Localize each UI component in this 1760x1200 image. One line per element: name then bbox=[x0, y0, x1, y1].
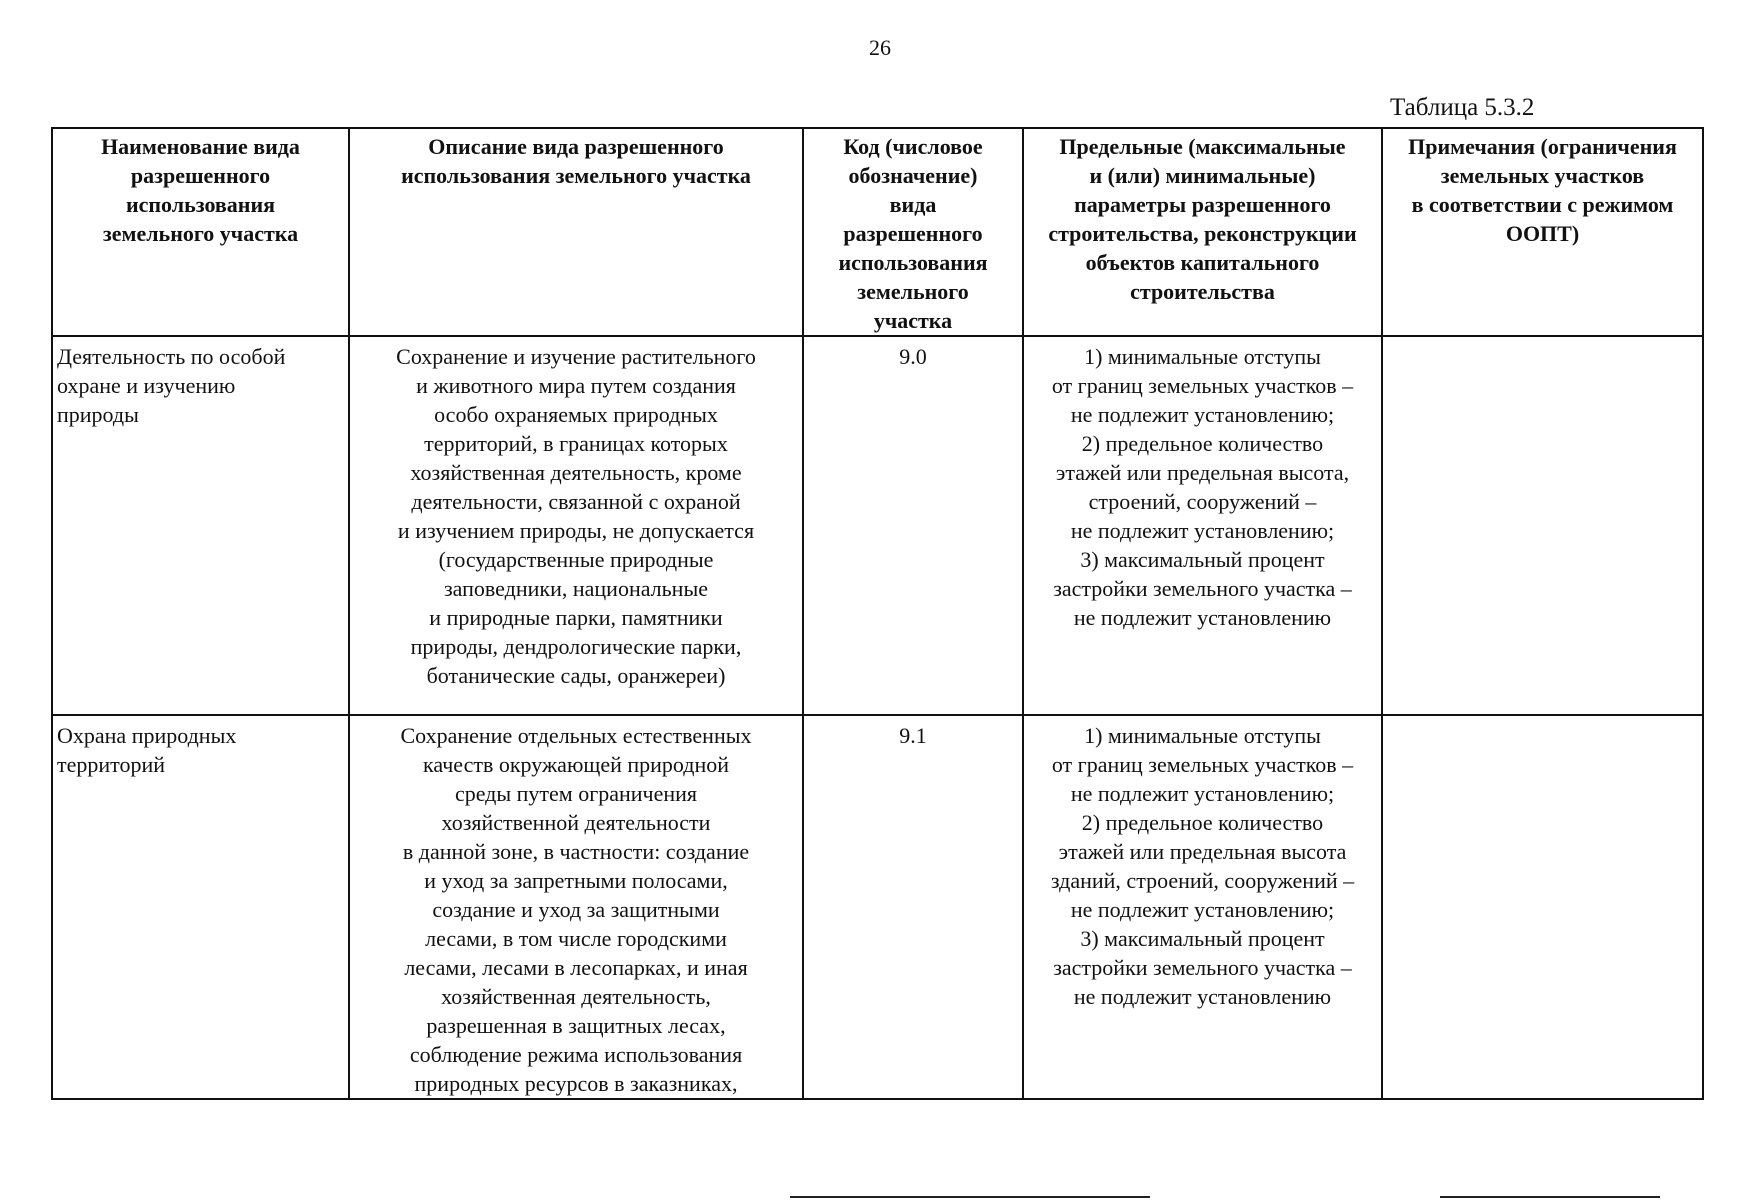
table-row bbox=[52, 336, 1703, 715]
text-line: не подлежит установлению; bbox=[1070, 402, 1335, 427]
text-line: разрешенного bbox=[843, 221, 983, 246]
text-line: участка bbox=[873, 308, 953, 333]
text-line: в данной зоне, в частности: создание bbox=[402, 839, 750, 864]
text-line: 3) максимальный процент bbox=[1080, 926, 1325, 951]
text-line: строительства bbox=[1130, 279, 1275, 304]
cell-use-description bbox=[349, 336, 803, 715]
text-line: хозяйственная деятельность, bbox=[441, 984, 711, 1009]
text-line: зданий, строений, сооружений – bbox=[1050, 868, 1355, 893]
cell-use-description bbox=[349, 715, 803, 1099]
text-line: качеств окружающей природной bbox=[422, 752, 730, 777]
text-line: особо охраняемых природных bbox=[434, 402, 718, 427]
text-line: от границ земельных участков – bbox=[1051, 752, 1354, 777]
text-line: объектов капитального bbox=[1085, 250, 1320, 275]
text-line: ООПТ) bbox=[1505, 221, 1580, 246]
text-line: хозяйственная деятельность, кроме bbox=[410, 460, 742, 485]
text-line: не подлежит установлению; bbox=[1070, 897, 1335, 922]
text-line: заповедники, национальные bbox=[443, 576, 709, 601]
text-line: 1) минимальные отступы bbox=[1084, 344, 1321, 369]
text-line: Охрана природных bbox=[57, 723, 237, 748]
text-line: (государственные природные bbox=[438, 547, 714, 572]
text-line: использования bbox=[125, 192, 276, 217]
header-construction-params bbox=[1023, 128, 1382, 336]
table-caption: Таблица 5.3.2 bbox=[1390, 94, 1535, 121]
text-line: Сохранение отдельных естественных bbox=[400, 723, 752, 748]
text-line: территорий bbox=[57, 752, 166, 777]
text-line: природы, дендрологические парки, bbox=[410, 634, 742, 659]
text-line: разрешенная в защитных лесах, bbox=[426, 1013, 726, 1038]
cell-construction-params bbox=[1023, 336, 1382, 715]
text-line: не подлежит установлению bbox=[1073, 984, 1332, 1009]
cell-use-code: 9.1 bbox=[803, 715, 1023, 1099]
cell-notes bbox=[1382, 336, 1703, 715]
scan-artifact-line bbox=[790, 1196, 1150, 1198]
text-line: 2) предельное количество bbox=[1081, 431, 1324, 456]
text-line: и уход за запретными полосами, bbox=[424, 868, 728, 893]
cell-use-name bbox=[52, 336, 349, 715]
text-line: параметры разрешенного bbox=[1074, 192, 1331, 217]
text-line: от границ земельных участков – bbox=[1051, 373, 1354, 398]
text-line: 2) предельное количество bbox=[1081, 810, 1324, 835]
text-line: хозяйственной деятельности bbox=[441, 810, 711, 835]
text-line: территорий, в границах которых bbox=[424, 431, 728, 456]
text-line: среды путем ограничения bbox=[454, 781, 698, 806]
text-line: не подлежит установлению; bbox=[1070, 781, 1335, 806]
land-use-table bbox=[51, 127, 1704, 1100]
text-line: использования земельного участка bbox=[401, 163, 751, 188]
text-line: использования bbox=[838, 250, 988, 275]
text-line: в соответствии с режимом bbox=[1411, 192, 1674, 217]
table-row bbox=[52, 715, 1703, 1099]
text-line: создание и уход за защитными bbox=[432, 897, 720, 922]
text-line: обозначение) bbox=[848, 163, 978, 188]
text-line: соблюдение режима использования bbox=[409, 1042, 743, 1067]
text-line: разрешенного bbox=[130, 163, 271, 188]
text-line: Код (числовое bbox=[843, 134, 983, 159]
text-line: деятельности, связанной с охраной bbox=[411, 489, 741, 514]
text-line: природных ресурсов в заказниках, bbox=[414, 1071, 738, 1096]
header-use-code bbox=[803, 128, 1023, 336]
text-line: и природные парки, памятники bbox=[429, 605, 723, 630]
cell-construction-params bbox=[1023, 715, 1382, 1099]
text-line: земельного участка bbox=[102, 221, 299, 246]
text-line: Предельные (максимальные bbox=[1059, 134, 1346, 159]
text-line: земельных участков bbox=[1440, 163, 1645, 188]
text-line: этажей или предельная высота bbox=[1058, 839, 1347, 864]
text-line: Сохранение и изучение растительного bbox=[396, 344, 756, 369]
header-use-name bbox=[52, 128, 349, 336]
text-line: и (или) минимальные) bbox=[1089, 163, 1316, 188]
text-line: 3) максимальный процент bbox=[1080, 547, 1325, 572]
text-line: природы bbox=[57, 402, 139, 427]
cell-notes bbox=[1382, 715, 1703, 1099]
text-line: ботанические сады, оранжереи) bbox=[426, 663, 726, 688]
text-line: охране и изучению bbox=[57, 373, 236, 398]
text-line: Деятельность по особой bbox=[57, 344, 286, 369]
text-line: Примечания (ограничения bbox=[1408, 134, 1677, 159]
text-line: Наименование вида bbox=[101, 134, 300, 159]
text-line: земельного bbox=[857, 279, 969, 304]
text-line: и животного мира путем создания bbox=[416, 373, 736, 398]
text-line: вида bbox=[889, 192, 937, 217]
text-line: строительства, реконструкции bbox=[1048, 221, 1357, 246]
header-notes bbox=[1382, 128, 1703, 336]
page-number: 26 bbox=[869, 35, 891, 60]
table-header-row bbox=[52, 128, 1703, 336]
text-line: Описание вида разрешенного bbox=[428, 134, 724, 159]
text-line: этажей или предельная высота, bbox=[1055, 460, 1350, 485]
text-line: застройки земельного участка – bbox=[1053, 955, 1352, 980]
text-line: застройки земельного участка – bbox=[1053, 576, 1352, 601]
header-use-description bbox=[349, 128, 803, 336]
text-line: лесами, в том числе городскими bbox=[425, 926, 727, 951]
scan-artifact-line bbox=[1440, 1196, 1660, 1198]
text-line: лесами, лесами в лесопарках, и иная bbox=[404, 955, 748, 980]
text-line: не подлежит установлению; bbox=[1070, 518, 1335, 543]
text-line: строений, сооружений – bbox=[1088, 489, 1317, 514]
cell-use-code: 9.0 bbox=[803, 336, 1023, 715]
text-line: 1) минимальные отступы bbox=[1084, 723, 1321, 748]
text-line: не подлежит установлению bbox=[1073, 605, 1332, 630]
text-line: и изучением природы, не допускается bbox=[397, 518, 755, 543]
cell-use-name bbox=[52, 715, 349, 1099]
